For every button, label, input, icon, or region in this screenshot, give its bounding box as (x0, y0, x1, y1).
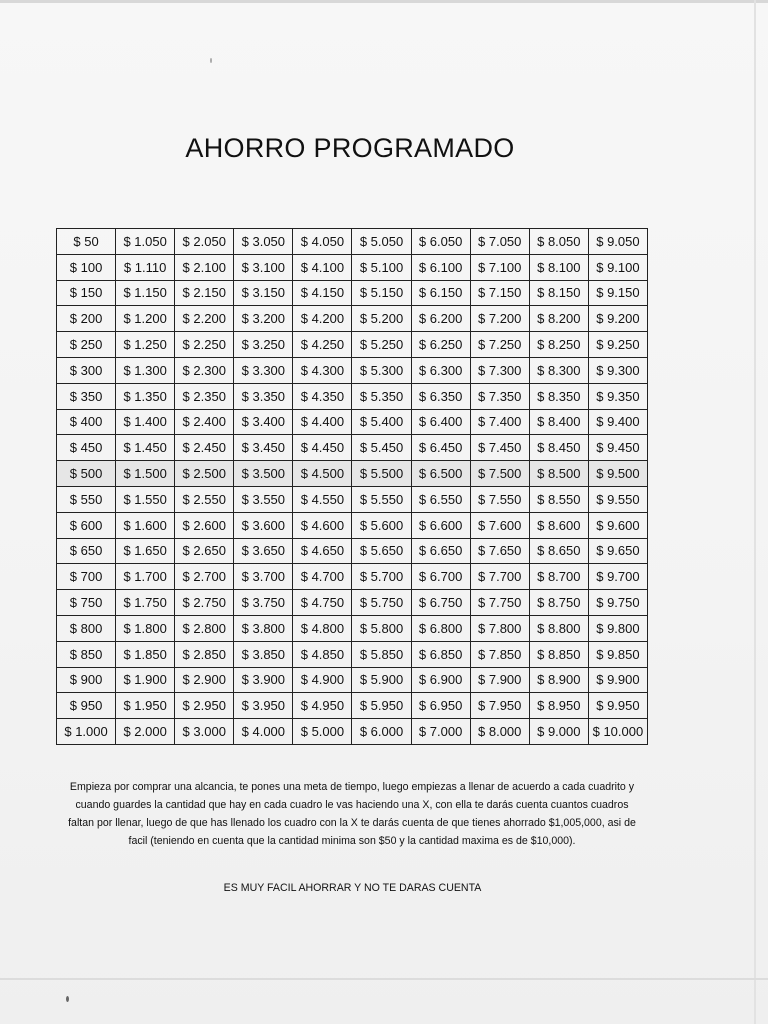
amount-cell: $ 8.150 (529, 280, 588, 306)
amount-cell: $ 5.250 (352, 332, 411, 358)
amount-cell: $ 8.100 (529, 254, 588, 280)
amount-cell: $ 3.100 (234, 254, 293, 280)
amount-cell: $ 8.900 (529, 667, 588, 693)
amount-cell: $ 2.600 (175, 512, 234, 538)
table-row (57, 538, 648, 564)
amount-cell: $ 5.700 (352, 564, 411, 590)
slogan-text: ES MUY FACIL AHORRAR Y NO TE DARAS CUENTA (223, 882, 482, 894)
table-row (57, 667, 648, 693)
amount-cell: $ 3.200 (234, 306, 293, 332)
amount-cell: $ 50 (57, 229, 116, 255)
table-row (57, 486, 648, 512)
amount-cell: $ 5.100 (352, 254, 411, 280)
amount-cell: $ 4.500 (293, 461, 352, 487)
amount-cell: $ 4.300 (293, 357, 352, 383)
amount-cell: $ 3.800 (234, 615, 293, 641)
amount-cell: $ 6.950 (411, 693, 470, 719)
amount-cell: $ 3.250 (234, 332, 293, 358)
amount-cell: $ 350 (57, 383, 116, 409)
amount-cell: $ 3.550 (234, 486, 293, 512)
amount-cell: $ 3.600 (234, 512, 293, 538)
amount-cell: $ 3.350 (234, 383, 293, 409)
amount-cell: $ 1.000 (57, 719, 116, 745)
amount-cell: $ 1.200 (116, 306, 175, 332)
amount-cell: $ 1.250 (116, 332, 175, 358)
page-fold-line (0, 978, 768, 980)
amount-cell: $ 2.450 (175, 435, 234, 461)
amount-cell: $ 6.550 (411, 486, 470, 512)
amount-cell: $ 4.200 (293, 306, 352, 332)
amount-cell: $ 3.500 (234, 461, 293, 487)
amount-cell: $ 8.700 (529, 564, 588, 590)
amount-cell: $ 4.800 (293, 615, 352, 641)
table-row (57, 280, 648, 306)
amount-cell: $ 650 (57, 538, 116, 564)
amount-cell: $ 5.900 (352, 667, 411, 693)
amount-cell: $ 9.950 (588, 693, 647, 719)
amount-cell: $ 2.650 (175, 538, 234, 564)
table-row (57, 229, 648, 255)
amount-cell: $ 9.500 (588, 461, 647, 487)
amount-cell: $ 2.300 (175, 357, 234, 383)
amount-cell: $ 2.100 (175, 254, 234, 280)
table-row (57, 615, 648, 641)
amount-cell: $ 7.750 (470, 590, 529, 616)
amount-cell: $ 8.000 (470, 719, 529, 745)
amount-cell: $ 4.150 (293, 280, 352, 306)
amount-cell: $ 10.000 (588, 719, 647, 745)
amount-cell: $ 500 (57, 461, 116, 487)
amount-cell: $ 2.750 (175, 590, 234, 616)
amount-cell: $ 7.300 (470, 357, 529, 383)
amount-cell: $ 5.000 (293, 719, 352, 745)
amount-cell: $ 2.350 (175, 383, 234, 409)
amount-cell: $ 5.950 (352, 693, 411, 719)
amount-cell: $ 3.900 (234, 667, 293, 693)
savings-table (56, 228, 648, 745)
scan-speck (210, 58, 212, 63)
table-row (57, 306, 648, 332)
amount-cell: $ 5.600 (352, 512, 411, 538)
table-row (57, 590, 648, 616)
amount-cell: $ 3.650 (234, 538, 293, 564)
amount-cell: $ 9.350 (588, 383, 647, 409)
amount-cell: $ 2.700 (175, 564, 234, 590)
amount-cell: $ 7.350 (470, 383, 529, 409)
amount-cell: $ 400 (57, 409, 116, 435)
table-row (57, 641, 648, 667)
amount-cell: $ 1.300 (116, 357, 175, 383)
amount-cell: $ 8.750 (529, 590, 588, 616)
amount-cell: $ 3.300 (234, 357, 293, 383)
table-row (57, 332, 648, 358)
amount-cell: $ 6.600 (411, 512, 470, 538)
amount-cell: $ 6.300 (411, 357, 470, 383)
amount-cell: $ 5.650 (352, 538, 411, 564)
amount-cell: $ 8.450 (529, 435, 588, 461)
amount-cell: $ 7.550 (470, 486, 529, 512)
amount-cell: $ 4.850 (293, 641, 352, 667)
amount-cell: $ 700 (57, 564, 116, 590)
amount-cell: $ 7.700 (470, 564, 529, 590)
amount-cell: $ 7.400 (470, 409, 529, 435)
amount-cell: $ 9.400 (588, 409, 647, 435)
amount-cell: $ 4.100 (293, 254, 352, 280)
amount-cell: $ 9.700 (588, 564, 647, 590)
amount-cell: $ 9.300 (588, 357, 647, 383)
amount-cell: $ 4.650 (293, 538, 352, 564)
amount-cell: $ 550 (57, 486, 116, 512)
amount-cell: $ 3.000 (175, 719, 234, 745)
amount-cell: $ 6.650 (411, 538, 470, 564)
amount-cell: $ 2.200 (175, 306, 234, 332)
amount-cell: $ 850 (57, 641, 116, 667)
amount-cell: $ 1.900 (116, 667, 175, 693)
amount-cell: $ 2.850 (175, 641, 234, 667)
amount-cell: $ 5.850 (352, 641, 411, 667)
amount-cell: $ 2.250 (175, 332, 234, 358)
amount-cell: $ 7.100 (470, 254, 529, 280)
amount-cell: $ 4.950 (293, 693, 352, 719)
amount-cell: $ 7.250 (470, 332, 529, 358)
amount-cell: $ 7.150 (470, 280, 529, 306)
amount-cell: $ 2.400 (175, 409, 234, 435)
amount-cell: $ 6.000 (352, 719, 411, 745)
amount-cell: $ 600 (57, 512, 116, 538)
amount-cell: $ 5.350 (352, 383, 411, 409)
amount-cell: $ 5.800 (352, 615, 411, 641)
amount-cell: $ 1.650 (116, 538, 175, 564)
amount-cell: $ 8.650 (529, 538, 588, 564)
amount-cell: $ 200 (57, 306, 116, 332)
amount-cell: $ 1.800 (116, 615, 175, 641)
amount-cell: $ 7.800 (470, 615, 529, 641)
table-row (57, 719, 648, 745)
amount-cell: $ 7.850 (470, 641, 529, 667)
amount-cell: $ 4.450 (293, 435, 352, 461)
amount-cell: $ 8.400 (529, 409, 588, 435)
amount-cell: $ 1.550 (116, 486, 175, 512)
amount-cell: $ 9.800 (588, 615, 647, 641)
amount-cell: $ 300 (57, 357, 116, 383)
amount-cell: $ 1.750 (116, 590, 175, 616)
amount-cell: $ 7.450 (470, 435, 529, 461)
amount-cell: $ 8.250 (529, 332, 588, 358)
table-row (57, 461, 648, 487)
amount-cell: $ 6.150 (411, 280, 470, 306)
amount-cell: $ 5.550 (352, 486, 411, 512)
amount-cell: $ 100 (57, 254, 116, 280)
amount-cell: $ 9.050 (588, 229, 647, 255)
amount-cell: $ 8.300 (529, 357, 588, 383)
amount-cell: $ 6.200 (411, 306, 470, 332)
table-row (57, 357, 648, 383)
amount-cell: $ 3.450 (234, 435, 293, 461)
amount-cell: $ 3.950 (234, 693, 293, 719)
table-row (57, 693, 648, 719)
amount-cell: $ 1.110 (116, 254, 175, 280)
amount-cell: $ 5.400 (352, 409, 411, 435)
amount-cell: $ 4.400 (293, 409, 352, 435)
amount-cell: $ 9.250 (588, 332, 647, 358)
amount-cell: $ 9.150 (588, 280, 647, 306)
amount-cell: $ 8.050 (529, 229, 588, 255)
amount-cell: $ 4.550 (293, 486, 352, 512)
amount-cell: $ 8.500 (529, 461, 588, 487)
amount-cell: $ 8.350 (529, 383, 588, 409)
amount-cell: $ 9.000 (529, 719, 588, 745)
amount-cell: $ 3.050 (234, 229, 293, 255)
amount-cell: $ 1.700 (116, 564, 175, 590)
amount-cell: $ 1.500 (116, 461, 175, 487)
amount-cell: $ 7.600 (470, 512, 529, 538)
amount-cell: $ 2.050 (175, 229, 234, 255)
page-top-edge (0, 0, 768, 3)
amount-cell: $ 7.650 (470, 538, 529, 564)
amount-cell: $ 2.800 (175, 615, 234, 641)
amount-cell: $ 9.550 (588, 486, 647, 512)
amount-cell: $ 4.050 (293, 229, 352, 255)
amount-cell: $ 7.950 (470, 693, 529, 719)
amount-cell: $ 900 (57, 667, 116, 693)
amount-cell: $ 8.800 (529, 615, 588, 641)
amount-cell: $ 9.650 (588, 538, 647, 564)
amount-cell: $ 9.100 (588, 254, 647, 280)
amount-cell: $ 6.700 (411, 564, 470, 590)
amount-cell: $ 1.450 (116, 435, 175, 461)
amount-cell: $ 1.600 (116, 512, 175, 538)
amount-cell: $ 2.950 (175, 693, 234, 719)
amount-cell: $ 6.400 (411, 409, 470, 435)
amount-cell: $ 1.050 (116, 229, 175, 255)
amount-cell: $ 6.450 (411, 435, 470, 461)
amount-cell: $ 6.750 (411, 590, 470, 616)
amount-cell: $ 800 (57, 615, 116, 641)
amount-cell: $ 5.050 (352, 229, 411, 255)
amount-cell: $ 7.000 (411, 719, 470, 745)
table-row (57, 512, 648, 538)
amount-cell: $ 7.900 (470, 667, 529, 693)
amount-cell: $ 5.300 (352, 357, 411, 383)
amount-cell: $ 7.050 (470, 229, 529, 255)
amount-cell: $ 9.750 (588, 590, 647, 616)
amount-cell: $ 8.600 (529, 512, 588, 538)
amount-cell: $ 5.450 (352, 435, 411, 461)
amount-cell: $ 2.150 (175, 280, 234, 306)
amount-cell: $ 8.850 (529, 641, 588, 667)
amount-cell: $ 3.750 (234, 590, 293, 616)
amount-cell: $ 1.400 (116, 409, 175, 435)
amount-cell: $ 5.500 (352, 461, 411, 487)
amount-cell: $ 8.550 (529, 486, 588, 512)
amount-cell: $ 7.500 (470, 461, 529, 487)
amount-cell: $ 150 (57, 280, 116, 306)
page-right-edge (754, 0, 756, 1024)
amount-cell: $ 1.850 (116, 641, 175, 667)
amount-cell: $ 6.850 (411, 641, 470, 667)
amount-cell: $ 9.200 (588, 306, 647, 332)
scan-speck (66, 996, 69, 1002)
amount-cell: $ 450 (57, 435, 116, 461)
amount-cell: $ 4.900 (293, 667, 352, 693)
table-row (57, 435, 648, 461)
amount-cell: $ 2.500 (175, 461, 234, 487)
amount-cell: $ 4.700 (293, 564, 352, 590)
amount-cell: $ 6.350 (411, 383, 470, 409)
amount-cell: $ 5.750 (352, 590, 411, 616)
amount-cell: $ 6.800 (411, 615, 470, 641)
amount-cell: $ 2.550 (175, 486, 234, 512)
amount-cell: $ 1.950 (116, 693, 175, 719)
amount-cell: $ 9.850 (588, 641, 647, 667)
amount-cell: $ 4.750 (293, 590, 352, 616)
table-row (57, 254, 648, 280)
amount-cell: $ 3.700 (234, 564, 293, 590)
amount-cell: $ 7.200 (470, 306, 529, 332)
instructions-paragraph: Empieza por comprar una alcancia, te pones una meta de tiempo, luego empiezas a llenar de acuerdo a cada cuadrito y cuando guardes la cantidad que hay en cada cuadro le vas haciendo una X, con ella te darás cuenta cuantos cuadros faltan por llenar, luego de que has llenado los cuadro con la X te darás cuenta de que tienes ahorrado $1,005,000, asi de facil (teniendo en cuenta que la cantidad minima son $50 y la cantidad maxima es de $10,000). (68, 781, 636, 847)
amount-cell: $ 6.900 (411, 667, 470, 693)
amount-cell: $ 9.600 (588, 512, 647, 538)
amount-cell: $ 4.600 (293, 512, 352, 538)
amount-cell: $ 8.950 (529, 693, 588, 719)
amount-cell: $ 1.150 (116, 280, 175, 306)
amount-cell: $ 8.200 (529, 306, 588, 332)
amount-cell: $ 6.100 (411, 254, 470, 280)
table-row (57, 409, 648, 435)
amount-cell: $ 2.000 (116, 719, 175, 745)
amount-cell: $ 3.150 (234, 280, 293, 306)
amount-cell: $ 2.900 (175, 667, 234, 693)
table-row (57, 564, 648, 590)
table-row (57, 383, 648, 409)
amount-cell: $ 9.900 (588, 667, 647, 693)
amount-cell: $ 6.500 (411, 461, 470, 487)
amount-cell: $ 4.000 (234, 719, 293, 745)
amount-cell: $ 4.250 (293, 332, 352, 358)
amount-cell: $ 5.200 (352, 306, 411, 332)
amount-cell: $ 6.250 (411, 332, 470, 358)
amount-cell: $ 5.150 (352, 280, 411, 306)
amount-cell: $ 1.350 (116, 383, 175, 409)
amount-cell: $ 3.400 (234, 409, 293, 435)
amount-cell: $ 4.350 (293, 383, 352, 409)
amount-cell: $ 950 (57, 693, 116, 719)
amount-cell: $ 3.850 (234, 641, 293, 667)
amount-cell: $ 9.450 (588, 435, 647, 461)
amount-cell: $ 6.050 (411, 229, 470, 255)
savings-table-body (57, 229, 648, 745)
amount-cell: $ 750 (57, 590, 116, 616)
amount-cell: $ 250 (57, 332, 116, 358)
page-title: AHORRO PROGRAMADO (185, 133, 515, 163)
